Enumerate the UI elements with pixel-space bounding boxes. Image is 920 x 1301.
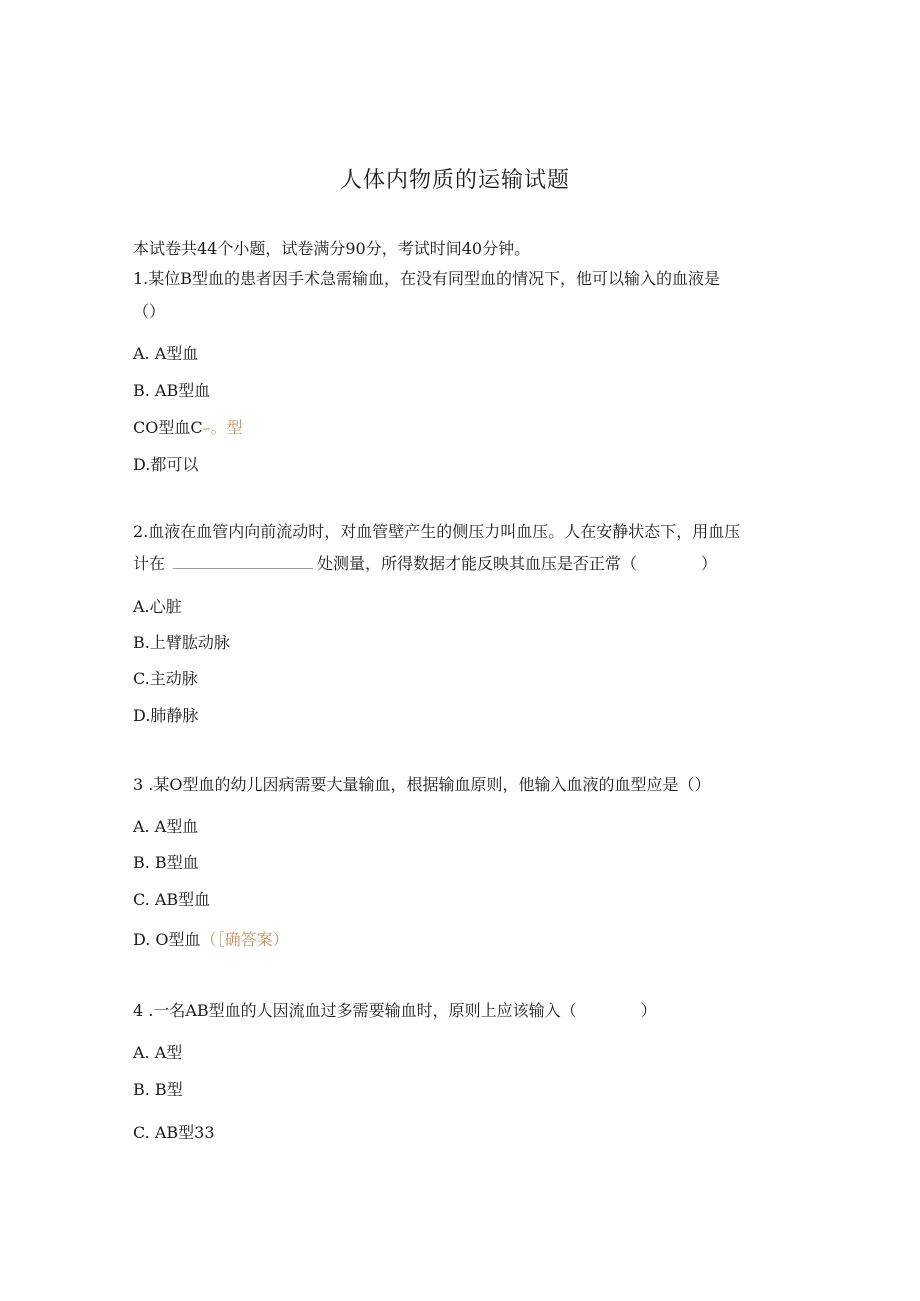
question-2-paren-close: ）: [701, 554, 718, 573]
question-2-stem-line2: [133, 554, 717, 574]
question-1-option-b: B. AB型血: [133, 381, 211, 400]
question-1-option-c: [133, 418, 243, 438]
question-1-option-a: A. A型血: [133, 344, 199, 363]
question-1-option-d: D.都可以: [133, 455, 199, 474]
question-3-stem: 3 .某O型血的幼儿因病需要大量输血，根据输血原则，他输入血液的血型应是（）: [133, 775, 711, 794]
question-4-option-a: A. A型: [133, 1043, 183, 1062]
question-3-option-d-text: D. O型血: [133, 930, 201, 949]
question-3-option-d-mark: （［确答案）: [200, 930, 289, 949]
question-3-option-b: B. B型血: [133, 853, 199, 872]
question-3-option-d: [133, 930, 289, 950]
page-title: 人体内物质的运输试题: [340, 168, 571, 193]
question-2-option-c: C.主动脉: [133, 669, 198, 688]
question-1-option-c-text: CO型血C: [133, 418, 203, 437]
question-2-stem-suffix: 处测量，所得数据才能反映其血压是否正常（: [317, 554, 638, 573]
question-2-option-d: D.肺静脉: [133, 706, 199, 725]
question-4-option-c: C. AB型33: [133, 1123, 215, 1142]
answer-blank: [173, 554, 313, 569]
question-2-stem-prefix: 计在: [133, 554, 166, 573]
question-1-stem-line2: （）: [133, 302, 166, 321]
question-4-paren-close: ）: [640, 1001, 657, 1020]
question-4-stem-text: 4 .一名AB型血的人因流血过多需要输血时，原则上应该输入（: [133, 1001, 577, 1020]
question-4-stem: [133, 1001, 657, 1021]
question-2-option-a: A.心脏: [133, 597, 182, 616]
question-2-stem-line1: 2.血液在血管内向前流动时，对血管壁产生的侧压力叫血压。人在安静状态下，用血压: [133, 522, 741, 541]
question-1-stem-line1: 1.某位B型血的患者因手术急需输血，在没有同型血的情况下，他可以输入的血液是: [133, 269, 721, 288]
question-3-option-a: A. A型血: [133, 817, 199, 836]
question-4-option-b: B. B型: [133, 1080, 183, 1099]
intro-text: 本试卷共44个小题，试卷满分90分，考试时间40分钟。: [133, 239, 531, 258]
question-1-option-c-mark: –。型: [202, 418, 243, 437]
question-3-option-c: C. AB型血: [133, 890, 211, 909]
question-2-option-b: B.上臂肱动脉: [133, 633, 230, 652]
